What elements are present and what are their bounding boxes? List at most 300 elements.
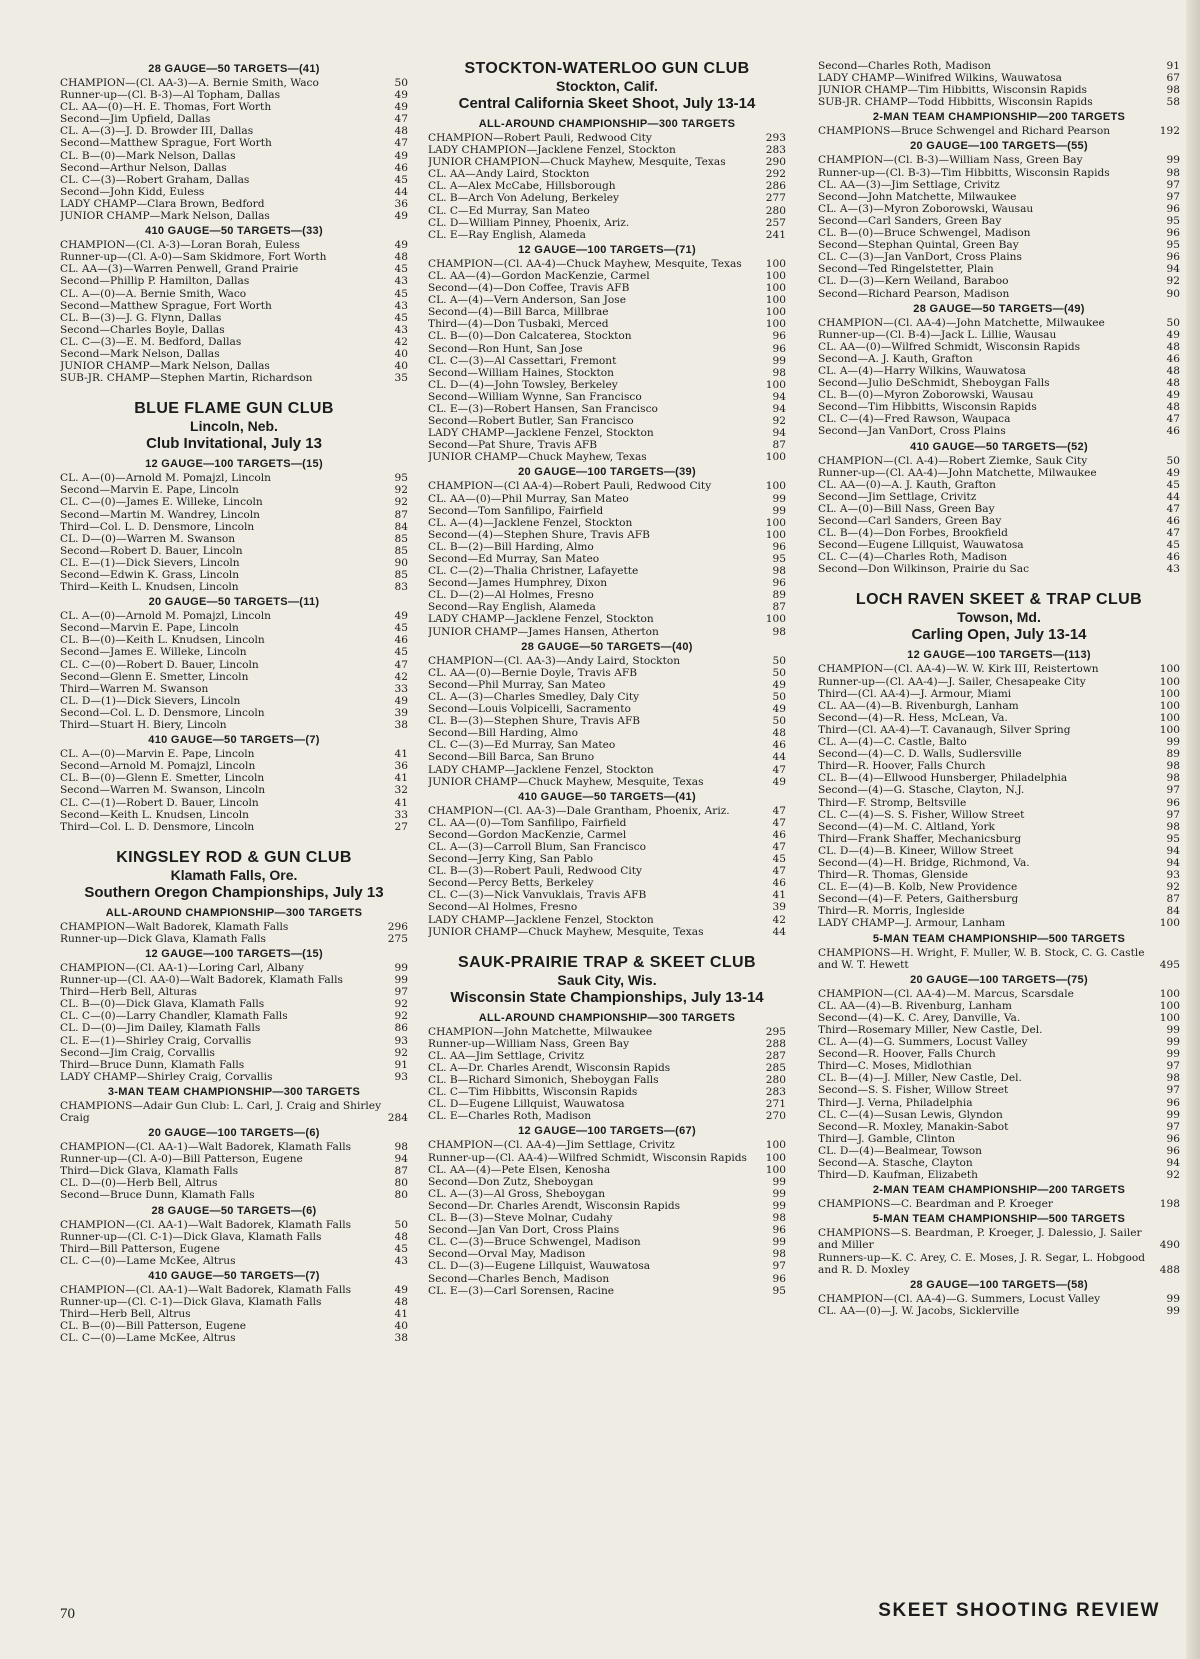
score: 100 (765, 306, 786, 319)
result-row (818, 988, 1180, 1000)
result-row (428, 294, 786, 306)
shooter-entry: JUNIOR CHAMP—Chuck Mayhew, Mesquite, Texas (428, 775, 704, 788)
result-row (60, 1010, 408, 1022)
score: 99 (1166, 1292, 1180, 1305)
result-row (60, 239, 408, 251)
result-row (818, 467, 1180, 479)
score: 97 (1166, 190, 1180, 203)
shooter-entry: CL. E—(3)—Carl Sorensen, Racine (428, 1284, 615, 1297)
score: 100 (1159, 687, 1180, 700)
shooter-entry: Second—Mark Nelson, Dallas (60, 347, 220, 360)
shooter-entry: CL. B—(0)—Glenn E. Smetter, Lincoln (60, 772, 265, 785)
score: 495 (1159, 958, 1180, 971)
result-row (60, 821, 408, 833)
shooter-entry: CHAMPION—(Cl. AA-4)—Chuck Mayhew, Mesquite, Texas (428, 257, 742, 270)
score: 49 (772, 678, 786, 691)
shooter-entry: Second—Ron Hunt, San Jose (428, 342, 583, 355)
shooter-entry: CL. B—(0)—Bill Patterson, Eugene (60, 1320, 247, 1333)
result-row (818, 1109, 1180, 1121)
shooter-entry: CL. D—(3)—Kern Weiland, Baraboo (818, 275, 1009, 288)
result-row (60, 312, 408, 324)
result-row (60, 1059, 408, 1071)
result-row (428, 679, 786, 691)
result-row (428, 805, 786, 817)
result-row (818, 1169, 1180, 1181)
result-row (60, 809, 408, 821)
result-row (818, 551, 1180, 563)
score: 92 (1166, 1169, 1180, 1182)
result-row (60, 288, 408, 300)
score: 95 (1166, 214, 1180, 227)
shooter-entry: CL. C—(3)—Ed Murray, San Mateo (428, 739, 616, 752)
score: 49 (394, 149, 408, 162)
result-row (60, 581, 408, 593)
shooter-entry: CL. E—(3)—Robert Hansen, San Francisco (428, 402, 658, 415)
result-row (60, 533, 408, 545)
score: 98 (772, 625, 786, 638)
shooter-entry: CL. D—(2)—Al Holmes, Fresno (428, 589, 594, 602)
result-row (818, 1000, 1180, 1012)
shooter-entry: CL. A—(3)—J. D. Browder III, Dallas (60, 125, 254, 138)
shoot-name: Southern Oregon Championships, July 13 (84, 883, 384, 901)
score: 98 (1166, 84, 1180, 97)
shooter-entry: LADY CHAMP—Shirley Craig, Corvallis (60, 1070, 273, 1083)
score: 99 (772, 1175, 786, 1188)
club-location: Lincoln, Neb. (190, 418, 278, 435)
result-row (60, 772, 408, 784)
shooter-entry: SUB-JR. CHAMP—Stephen Martin, Richardson (60, 372, 313, 385)
shooter-entry: CL. B—Arch Von Adelung, Berkeley (428, 192, 620, 205)
score: 271 (765, 1098, 786, 1111)
shooter-entry: Third—J. Gamble, Clinton (818, 1132, 956, 1145)
score: 100 (1159, 699, 1180, 712)
score: 46 (772, 739, 786, 752)
result-row (818, 869, 1180, 881)
result-row (60, 1320, 408, 1332)
result-row (818, 809, 1180, 821)
shooter-entry: CL. C—(4)—Fred Rawson, Waupaca (818, 413, 1011, 426)
shooter-entry: Second—Robert Butler, San Francisco (428, 415, 634, 428)
score: 287 (765, 1049, 786, 1062)
score: 275 (387, 932, 408, 945)
result-row (428, 391, 786, 403)
score: 98 (1166, 820, 1180, 833)
shooter-entry: Runner-up—(Cl. A-0)—Sam Skidmore, Fort Worth (60, 251, 327, 264)
score: 35 (394, 372, 408, 385)
shooter-entry: JUNIOR CHAMP—James Hansen, Atherton (428, 625, 659, 638)
shooter-entry: Runner-up—(Cl. C-1)—Dick Glava, Klamath Falls (60, 1296, 322, 1309)
score: 96 (772, 342, 786, 355)
result-row (428, 853, 786, 865)
result-row (428, 655, 786, 667)
score: 293 (765, 132, 786, 144)
shooter-entry: CL. C—(2)—Thalia Christner, Lafayette (428, 565, 639, 578)
shooter-entry: CL. B—(0)—Bruce Schwengel, Madison (818, 227, 1031, 240)
shooter-entry: CL. AA—Andy Laird, Stockton (428, 168, 590, 181)
shooter-entry: CHAMPIONS—H. Wright, F. Muller, W. B. Stock, C. G. Castle and W. T. Hewett (818, 946, 1145, 971)
result-row (428, 553, 786, 565)
shooter-entry: Runner-up—(Cl. C-1)—Dick Glava, Klamath Falls (60, 1230, 322, 1243)
score: 97 (772, 1260, 786, 1273)
shooter-entry: Third—Stuart H. Biery, Lincoln (60, 719, 227, 732)
score: 43 (1166, 563, 1180, 576)
event-title: 20 GAUGE—50 TARGETS—(11) (148, 596, 320, 609)
score: 96 (1166, 1096, 1180, 1109)
shooter-entry: CL. C—(0)—Lame McKee, Altrus (60, 1332, 236, 1345)
score: 50 (772, 715, 786, 728)
result-row (428, 451, 786, 463)
result-row (818, 60, 1180, 72)
shooter-entry: Third—R. Thomas, Glenside (818, 869, 969, 882)
result-row (60, 1255, 408, 1267)
result-row (428, 1139, 786, 1151)
score: 41 (772, 889, 786, 902)
shooter-entry: Third—C. Moses, Midlothian (818, 1060, 972, 1073)
shooter-entry: CHAMPION—(Cl. AA-4)—G. Summers, Locust Valley (818, 1292, 1101, 1305)
result-row (60, 1047, 408, 1059)
result-row (818, 179, 1180, 191)
shooter-entry: CHAMPION—(Cl. AA-4)—Jim Settlage, Crivitz (428, 1139, 675, 1152)
result-row (818, 72, 1180, 84)
score: 96 (1166, 796, 1180, 809)
result-row (818, 1024, 1180, 1036)
result-row (818, 1133, 1180, 1145)
result-row (60, 472, 408, 484)
shooter-entry: Third—Warren M. Swanson (60, 682, 209, 695)
score: 92 (394, 1046, 408, 1059)
event-title: 3-MAN TEAM CHAMPIONSHIP—300 TARGETS (107, 1085, 361, 1098)
result-row (818, 1097, 1180, 1109)
shooter-entry: CL. AA—(4)—B. Rivenburg, Lanham (818, 999, 1012, 1012)
result-row (428, 715, 786, 727)
score: 47 (394, 137, 408, 150)
result-row (818, 1227, 1180, 1251)
score: 47 (1166, 502, 1180, 515)
score: 50 (394, 77, 408, 89)
result-row (60, 1153, 408, 1165)
score: 48 (394, 1296, 408, 1309)
shooter-entry: CL. E—Ray English, Alameda (428, 228, 586, 241)
result-row (428, 517, 786, 529)
score: 92 (1166, 275, 1180, 288)
shooter-entry: Runner-up—(Cl. B-3)—Tim Hibbitts, Wisconsin Rapids (818, 166, 1110, 179)
score: 488 (1159, 1263, 1180, 1276)
result-row (428, 727, 786, 739)
result-row (428, 1224, 786, 1236)
shooter-entry: CHAMPION—(Cl. AA-4)—W. W. Kirk III, Reistertown (818, 663, 1099, 676)
score: 100 (765, 1151, 786, 1164)
score: 40 (394, 1320, 408, 1333)
shooter-entry: CHAMPIONS—C. Beardman and P. Kroeger (818, 1198, 1053, 1211)
shooter-entry: CHAMPION—Walt Badorek, Klamath Falls (60, 920, 289, 933)
shooter-entry: Second—Don Zutz, Sheboygan (428, 1175, 594, 1188)
result-row (60, 748, 408, 760)
score: 49 (1166, 466, 1180, 479)
result-row (428, 829, 786, 841)
score: 39 (394, 706, 408, 719)
shooter-entry: Second—Robert D. Bauer, Lincoln (60, 544, 243, 557)
club-location: Stockton, Calif. (556, 78, 658, 94)
result-row (818, 663, 1180, 675)
result-row (60, 784, 408, 796)
result-row (428, 156, 786, 168)
shooter-entry: CL. A—(3)—Carroll Blum, San Francisco (428, 840, 646, 853)
shooter-entry: Third—Keith L. Knudsen, Lincoln (60, 581, 239, 594)
result-row (428, 1176, 786, 1188)
shooter-entry: Second—(4)—Bill Barca, Millbrae (428, 306, 609, 319)
result-row (60, 719, 408, 731)
event-title: 28 GAUGE—50 TARGETS—(41) (148, 63, 320, 75)
result-row (428, 367, 786, 379)
shooter-entry: CHAMPION—(Cl. A-3)—Loran Borah, Euless (60, 239, 300, 252)
result-row (818, 377, 1180, 389)
score: 45 (394, 173, 408, 186)
shooter-entry: CL. C—(3)—Bruce Schwengel, Madison (428, 1236, 641, 1249)
score: 99 (1166, 1036, 1180, 1049)
shooter-entry: CL. A—Alex McCabe, Hillsborough (428, 180, 616, 193)
score: 96 (1166, 1132, 1180, 1145)
shooter-entry: CL. D—(0)—Jim Dailey, Klamath Falls (60, 1022, 261, 1035)
result-row (60, 797, 408, 809)
score: 80 (394, 1189, 408, 1202)
shooter-entry: CL. D—(1)—Dick Sievers, Lincoln (60, 694, 241, 707)
score: 283 (765, 144, 786, 157)
score: 283 (765, 1086, 786, 1099)
result-row (60, 89, 408, 101)
score: 45 (1166, 478, 1180, 491)
result-row (428, 1248, 786, 1260)
result-row (60, 336, 408, 348)
score: 27 (394, 820, 408, 833)
score: 44 (772, 751, 786, 764)
score: 99 (772, 354, 786, 367)
score: 96 (1166, 227, 1180, 240)
result-row (60, 659, 408, 671)
score: 100 (1159, 675, 1180, 688)
column-1 (60, 60, 408, 1360)
shooter-entry: CHAMPION—John Matchette, Milwaukee (428, 1025, 653, 1038)
shooter-entry: Third—R. Hoover, Falls Church (818, 760, 986, 773)
result-row (428, 270, 786, 282)
result-row (428, 415, 786, 427)
shooter-entry: Third—Bill Patterson, Eugene (60, 1242, 220, 1255)
result-row (818, 1036, 1180, 1048)
shooter-entry: CL. AA—(0)—Wilfred Schmidt, Wisconsin Rapids (818, 340, 1081, 353)
result-row (428, 1074, 786, 1086)
score: 100 (765, 257, 786, 270)
shooter-entry: Second—Jim Upfield, Dallas (60, 113, 211, 126)
score: 85 (394, 569, 408, 581)
result-row (60, 986, 408, 998)
score: 46 (394, 161, 408, 174)
score: 45 (394, 622, 408, 635)
shooter-entry: Runner-up—Dick Glava, Klamath Falls (60, 932, 266, 945)
score: 98 (1166, 760, 1180, 773)
score: 95 (1166, 239, 1180, 252)
score: 47 (1166, 527, 1180, 540)
score: 96 (1166, 1144, 1180, 1157)
result-row (818, 84, 1180, 96)
result-row (818, 563, 1180, 575)
shooter-entry: Second—(4)—R. Hess, McLean, Va. (818, 711, 1008, 724)
result-row (428, 318, 786, 330)
score: 99 (772, 492, 786, 505)
score: 49 (394, 89, 408, 102)
shooter-entry: CL. C—(4)—S. S. Fisher, Willow Street (818, 808, 1025, 821)
shooter-entry: Third—Rosemary Miller, New Castle, Del. (818, 1024, 1043, 1036)
score: 48 (1166, 377, 1180, 390)
result-row (818, 893, 1180, 905)
shooter-entry: CL. A—Dr. Charles Arendt, Wisconsin Rapids (428, 1062, 671, 1074)
shooter-entry: CHAMPION—(Cl AA-4)—Robert Pauli, Redwood City (428, 480, 712, 493)
shooter-entry: Second—Glenn E. Smetter, Lincoln (60, 670, 249, 683)
result-row (428, 764, 786, 776)
score: 84 (1166, 905, 1180, 918)
score: 49 (1166, 389, 1180, 402)
shooter-entry: Second—Arthur Nelson, Dallas (60, 161, 227, 174)
result-row (60, 360, 408, 372)
result-row (428, 877, 786, 889)
score: 50 (772, 666, 786, 679)
result-row (428, 613, 786, 625)
shooter-entry: LADY CHAMP—J. Armour, Lanham (818, 917, 1006, 930)
shooter-entry: CL. C—(4)—Susan Lewis, Glyndon (818, 1108, 1003, 1121)
result-row (428, 1050, 786, 1062)
score: 100 (1159, 987, 1180, 1000)
result-row (818, 413, 1180, 425)
shooter-entry: Second—William Haines, Stockton (428, 366, 614, 379)
score: 96 (772, 540, 786, 553)
result-row (818, 1252, 1180, 1276)
shooter-entry: CHAMPIONS—Adair Gun Club: L. Carl, J. Craig and Shirley Craig (60, 1099, 382, 1124)
result-row (818, 365, 1180, 377)
shooter-entry: CL. B—(3)—Stephen Shure, Travis AFB (428, 715, 641, 728)
score: 33 (394, 808, 408, 821)
shooter-entry: LADY CHAMP—Winifred Wilkins, Wauwatosa (818, 72, 1062, 85)
score: 45 (394, 646, 408, 659)
score: 45 (394, 263, 408, 276)
shooter-entry: Second—Gordon MacKenzie, Carmel (428, 828, 627, 841)
shooter-entry: CL. E—(1)—Dick Sievers, Lincoln (60, 556, 240, 569)
shooter-entry: CL. B—(3)—Steve Molnar, Cudahy (428, 1212, 613, 1225)
shooter-entry: CL. AA—(0)—A. J. Kauth, Grafton (818, 478, 997, 491)
club-name: STOCKTON-WATERLOO GUN CLUB (464, 60, 750, 77)
result-row (60, 634, 408, 646)
score: 33 (394, 682, 408, 695)
score: 92 (394, 496, 408, 509)
shooter-entry: CL. C—(0)—Lame McKee, Altrus (60, 1254, 236, 1267)
shooter-entry: CL. C—(0)—Larry Chandler, Klamath Falls (60, 1010, 288, 1023)
result-row (818, 503, 1180, 515)
club-name: KINGSLEY ROD & GUN CLUB (116, 848, 352, 866)
result-row (60, 300, 408, 312)
result-row (818, 96, 1180, 108)
shooter-entry: Second—Al Holmes, Fresno (428, 901, 578, 914)
shooter-entry: CHAMPION—(Cl. A-4)—Robert Ziemke, Sauk City (818, 454, 1088, 467)
result-row (428, 817, 786, 829)
score: 99 (1166, 1108, 1180, 1121)
club-location: Klamath Falls, Ore. (170, 866, 298, 883)
result-row (818, 760, 1180, 772)
result-row (60, 125, 408, 137)
shooter-entry: LADY CHAMP—Jacklene Fenzel, Stockton (428, 613, 654, 626)
event-title: 28 GAUGE—50 TARGETS—(40) (521, 640, 693, 653)
shooter-entry: Second—Carl Sanders, Green Bay (818, 214, 1002, 227)
result-row (818, 1084, 1180, 1096)
score: 80 (394, 1177, 408, 1190)
score: 100 (1159, 917, 1180, 930)
score: 100 (1159, 663, 1180, 676)
shooter-entry: LADY CHAMP—Jacklene Fenzel, Stockton (428, 427, 654, 440)
score: 38 (394, 1332, 408, 1345)
shooter-entry: Second—Matthew Sprague, Fort Worth (60, 299, 272, 312)
score: 280 (765, 204, 786, 217)
club-section (60, 400, 408, 833)
result-row (428, 205, 786, 217)
score: 95 (394, 472, 408, 485)
result-row (818, 515, 1180, 527)
score: 198 (1159, 1198, 1180, 1211)
shooter-entry: CL. C—(0)—Robert D. Bauer, Lincoln (60, 658, 259, 671)
shoot-name: Wisconsin State Championships, July 13-14 (450, 988, 764, 1006)
result-row (60, 1219, 408, 1231)
result-row (428, 589, 786, 601)
result-row (428, 1200, 786, 1212)
shooter-entry: Second—John Matchette, Milwaukee (818, 190, 1017, 203)
result-row (60, 569, 408, 581)
score: 100 (765, 528, 786, 541)
event-title: ALL-AROUND CHAMPIONSHIP—300 TARGETS (478, 1011, 736, 1024)
result-row (818, 1293, 1180, 1305)
score: 84 (394, 520, 408, 533)
result-row (818, 227, 1180, 239)
shooter-entry: Third—Col. L. D. Densmore, Lincoln (60, 520, 255, 533)
score: 50 (394, 1218, 408, 1231)
score: 97 (1166, 784, 1180, 797)
shooter-entry: Second—Eugene Lillquist, Wauwatosa (818, 539, 1024, 552)
score: 100 (765, 451, 786, 464)
score: 241 (765, 228, 786, 241)
result-row (60, 186, 408, 198)
score: 49 (1166, 328, 1180, 341)
score: 41 (394, 796, 408, 809)
shooter-entry: Second—Martin M. Wandrey, Lincoln (60, 508, 260, 521)
score: 89 (1166, 748, 1180, 761)
result-row (818, 329, 1180, 341)
shooter-entry: Second—Don Wilkinson, Prairie du Sac (818, 563, 1030, 576)
shooter-entry: CL. A—(4)—G. Summers, Locust Valley (818, 1036, 1028, 1049)
shooter-entry: Second—(4)—H. Bridge, Richmond, Va. (818, 856, 1030, 869)
score: 99 (772, 1236, 786, 1249)
score: 257 (765, 216, 786, 229)
event-title: 410 GAUGE—50 TARGETS—(7) (148, 1269, 320, 1282)
result-row (818, 215, 1180, 227)
result-row (60, 1177, 408, 1189)
score: 50 (1166, 316, 1180, 329)
result-row (428, 691, 786, 703)
result-row (428, 427, 786, 439)
result-row (60, 1308, 408, 1320)
result-row (428, 601, 786, 613)
shooter-entry: Third—Frank Shaffer, Mechanicsburg (818, 832, 1022, 845)
score: 94 (1166, 1157, 1180, 1170)
score: 99 (1166, 1024, 1180, 1036)
result-row (60, 622, 408, 634)
result-row (60, 1243, 408, 1255)
shooter-entry: Second—Charles Roth, Madison (818, 60, 991, 72)
shooter-entry: JUNIOR CHAMP—Chuck Mayhew, Mesquite, Texas (428, 925, 704, 938)
shooter-entry: Second—(4)—C. D. Walls, Sudlersville (818, 748, 1022, 761)
